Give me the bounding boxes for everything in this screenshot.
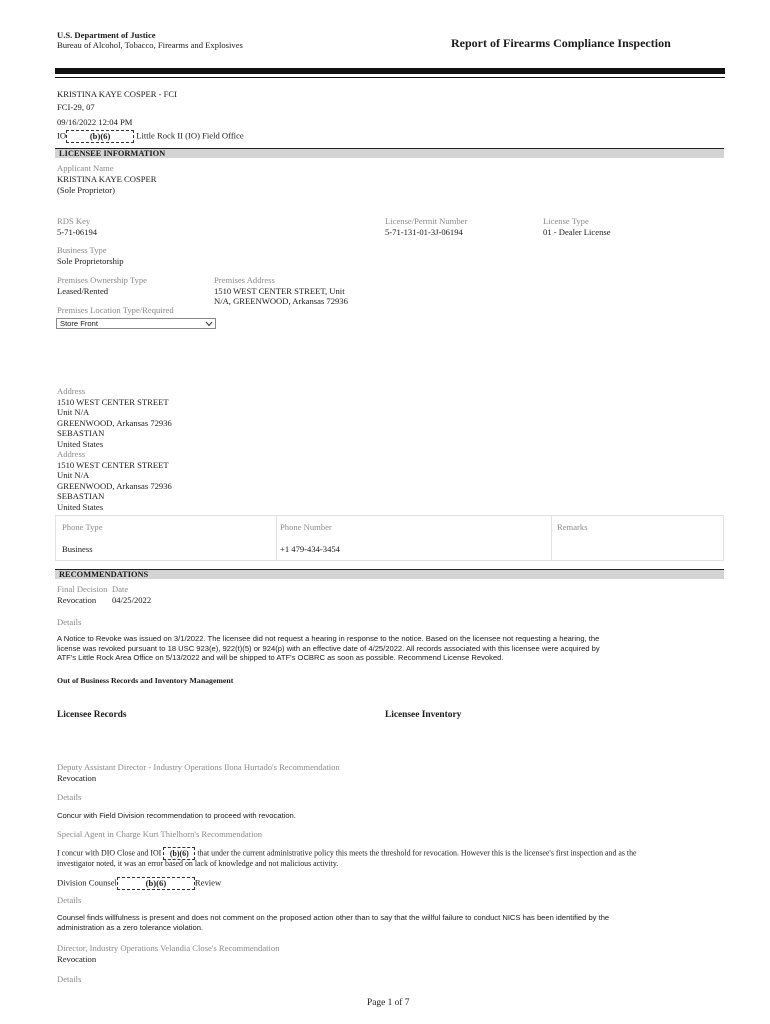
inspection-name: KRISTINA KAYE COSPER - FCI: [57, 89, 178, 99]
dad-recommendation-label: Deputy Assistant Director - Industry Operations Ilona Hurtado's Recommendation: [57, 762, 340, 772]
oob-title: Out of Business Records and Inventory Management: [57, 676, 234, 685]
address-line: Unit N/A: [57, 470, 90, 480]
applicant-name: KRISTINA KAYE COSPER: [57, 174, 157, 184]
address-block-1: [57, 386, 172, 449]
details-line: administration as a zero tolerance violation.: [57, 923, 204, 932]
counsel-details: [57, 913, 609, 933]
counsel-line: [57, 877, 221, 890]
rds-key-label: RDS Key: [57, 216, 91, 226]
address-line: GREENWOOD, Arkansas 72936: [57, 417, 172, 428]
redaction-box: (b)(6): [163, 847, 195, 860]
header-rule-thick: [55, 68, 725, 74]
premises-location-label: Premises Location Type/Required: [57, 305, 174, 315]
address-line: United States: [57, 438, 104, 449]
premises-address-line1: 1510 WEST CENTER STREET, Unit: [214, 286, 345, 296]
dio-recommendation: Revocation: [57, 954, 97, 964]
section-header-licensee: LICENSEE INFORMATION: [55, 148, 724, 158]
rds-key: 5-71-06194: [57, 227, 98, 237]
table-divider: [276, 516, 277, 560]
decision-date: 04/25/2022: [112, 595, 152, 605]
details-label: Details: [57, 792, 82, 802]
address-line: GREENWOOD, Arkansas 72936: [57, 480, 172, 491]
premises-address-label: Premises Address: [214, 275, 275, 285]
address-line: 1510 WEST CENTER STREET: [57, 396, 169, 407]
agency-name: U.S. Department of Justice: [57, 30, 156, 40]
details-line: Counsel finds willfulness is present and does not comment on the proposed action other than to say that the willful failure to conduct NICS has been identified by the: [57, 913, 610, 922]
sac-recommendation-label: Special Agent in Charge Kurt Thielhorn's Recommendation: [57, 829, 263, 839]
premises-address-line2: N/A, GREENWOOD, Arkansas 72936: [214, 296, 348, 306]
phone-type-cell: Business: [62, 544, 93, 554]
page-number: Page 1 of 7: [367, 998, 410, 1008]
io-prefix: IO: [57, 130, 67, 141]
redaction-box: (b)(6): [117, 877, 195, 890]
business-type-label: Business Type: [57, 245, 107, 255]
applicant-name-label: Applicant Name: [57, 163, 114, 173]
details-label: Details: [57, 895, 82, 905]
address-line: United States: [57, 501, 104, 512]
premises-ownership-label: Premises Ownership Type: [57, 275, 147, 285]
address-block-2: [57, 449, 172, 512]
address-label: Address: [57, 449, 86, 459]
recommendation-details: [57, 634, 600, 663]
details-label: Details: [57, 617, 82, 627]
final-decision: Revocation: [57, 595, 97, 605]
address-line: SEBASTIAN: [57, 428, 105, 438]
final-decision-label: Final Decision: [57, 584, 108, 594]
license-number-label: License/Permit Number: [385, 216, 468, 226]
details-line: license was revoked pursuant to 18 USC 923(e), 922(t)(5) or 924(p) with an effective date of 4/25/2022. All records associated with this licensee were acquired by: [57, 643, 600, 653]
licensee-inventory: Licensee Inventory: [385, 710, 462, 720]
sac-recommendation-line2: investigator noted, it was an error based on lack of knowledge and not malicious activity.: [57, 859, 339, 868]
decision-date-label: Date: [112, 584, 129, 594]
io-office: Little Rock II (IO) Field Office: [136, 130, 244, 141]
header-rule-thin: [55, 77, 725, 78]
applicant-type: (Sole Proprietor): [57, 185, 115, 195]
address-line: SEBASTIAN: [57, 491, 105, 501]
chevron-down-icon: [205, 321, 213, 327]
details-label: Details: [57, 974, 82, 984]
premises-location-value: Store Front: [60, 319, 98, 328]
address-line: Unit N/A: [57, 407, 90, 417]
remarks-header: Remarks: [557, 522, 588, 532]
counsel-prefix: Division Counsel: [57, 877, 117, 888]
inspection-datetime: 09/16/2022 12:04 PM: [57, 117, 133, 127]
phone-type-header: Phone Type: [62, 522, 103, 532]
premises-location-select[interactable]: [56, 318, 216, 329]
dad-recommendation: Revocation: [57, 773, 97, 783]
address-label: Address: [57, 386, 86, 396]
inspection-id: FCI-29, 07: [57, 102, 95, 112]
phone-number-header: Phone Number: [280, 522, 332, 532]
phone-number-cell: +1 479-434-3454: [280, 544, 340, 554]
details-line: A Notice to Revoke was issued on 3/1/2022. The licensee did not request a hearing in response to the notice. Based on the licensee not requesting a hearing, the: [57, 634, 600, 643]
sac-text: I concur with DIO Close and IOI: [57, 848, 162, 858]
dio-recommendation-label: Director, Industry Operations Velandia Close's Recommendation: [57, 943, 280, 953]
license-type-label: License Type: [543, 216, 589, 226]
business-type: Sole Proprietorship: [57, 256, 124, 266]
licensee-records: Licensee Records: [57, 710, 127, 720]
phone-table: [55, 515, 724, 561]
io-line: [57, 130, 244, 143]
redaction-box: (b)(6): [66, 130, 134, 143]
license-type: 01 - Dealer License: [543, 227, 611, 237]
premises-ownership: Leased/Rented: [57, 286, 109, 296]
details-line: ATF's Little Rock Area Office on 5/13/2022 and will be shipped to ATF's OCBRC as soon as possible. Recommend License Revoked.: [57, 653, 504, 663]
counsel-suffix: Review: [194, 877, 222, 888]
address-line: 1510 WEST CENTER STREET: [57, 459, 169, 470]
dad-details: Concur with Field Division recommendation to proceed with revocation.: [57, 811, 296, 820]
sac-text: that under the current administrative policy this meets the threshold for revocation. However this is the licensee's first inspection and as the: [197, 848, 637, 858]
bureau-name: Bureau of Alcohol, Tobacco, Firearms and Explosives: [57, 40, 243, 50]
license-number: 5-71-131-01-3J-06194: [385, 227, 463, 237]
section-header-recommendations: RECOMMENDATIONS: [55, 569, 724, 579]
report-title: Report of Firearms Compliance Inspection: [451, 36, 671, 50]
table-divider: [551, 516, 552, 560]
